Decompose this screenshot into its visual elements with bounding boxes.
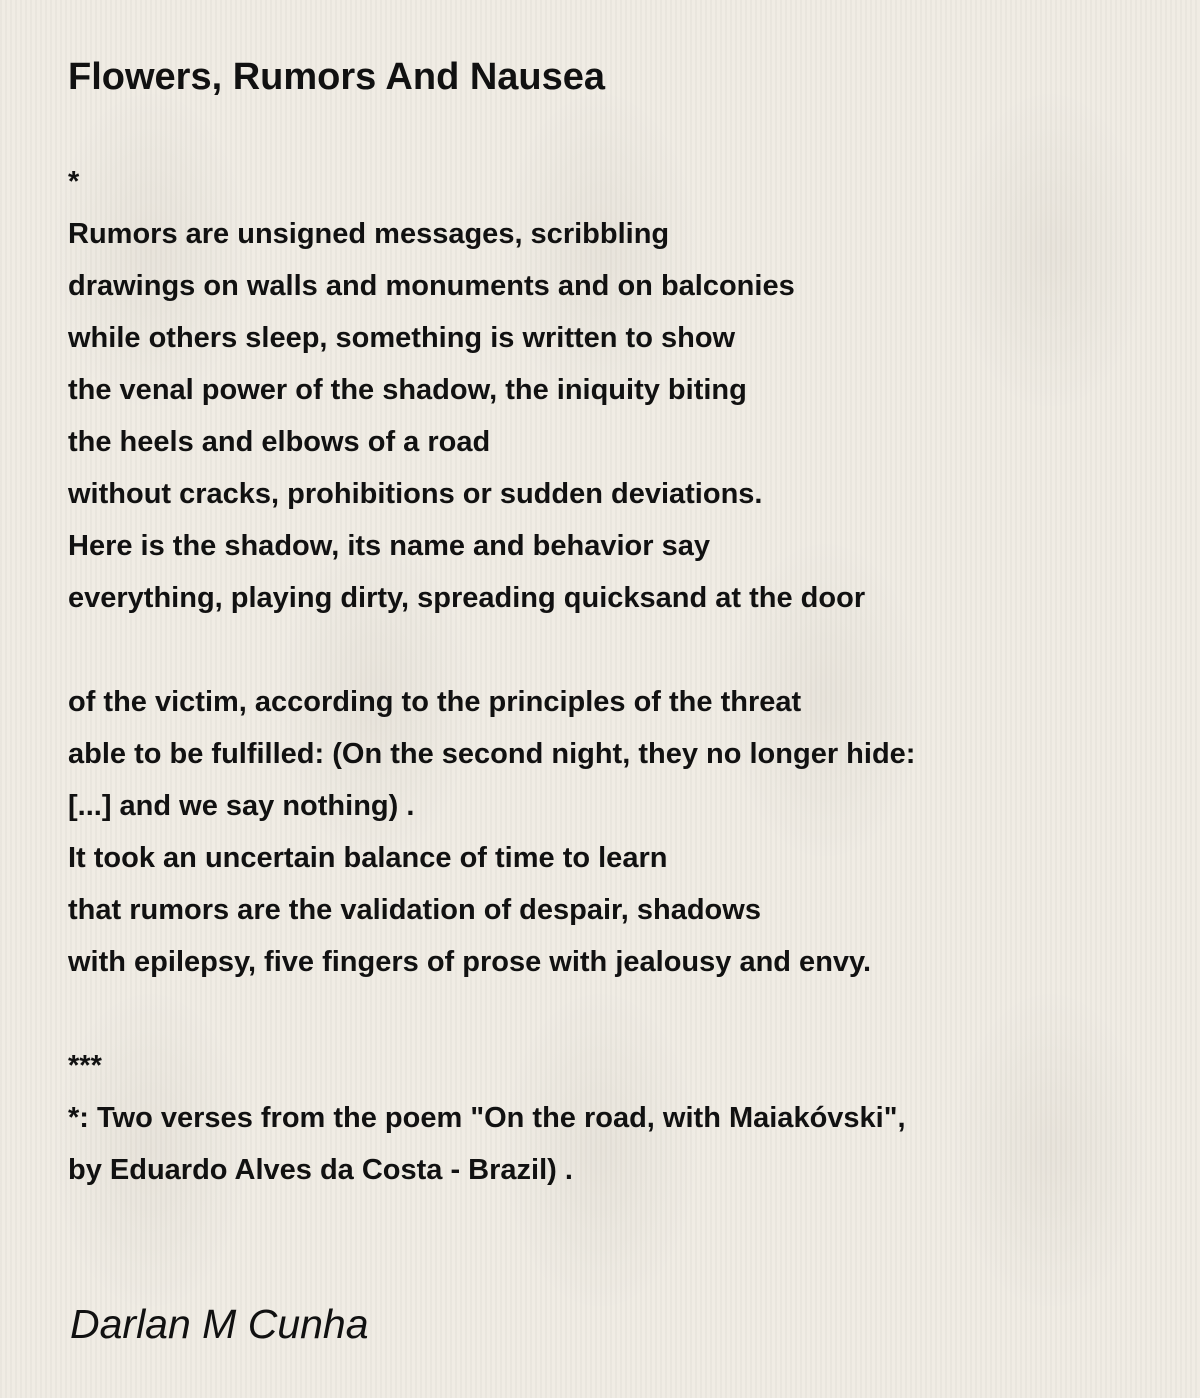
- poem-line: by Eduardo Alves da Costa - Brazil) .: [68, 1154, 573, 1186]
- poem-line: of the victim, according to the principles of the threat: [68, 686, 802, 718]
- poem-line: ***: [68, 1050, 102, 1082]
- poem-line: everything, playing dirty, spreading quicksand at the door: [68, 582, 866, 614]
- poem-line: Rumors are unsigned messages, scribbling: [68, 218, 670, 250]
- poem-line: It took an uncertain balance of time to learn: [68, 842, 668, 874]
- poem-line: *: [68, 166, 80, 198]
- poem-line: with epilepsy, five fingers of prose with jealousy and envy.: [68, 946, 872, 978]
- poem-title: Flowers, Rumors And Nausea: [68, 56, 606, 98]
- poem-line: without cracks, prohibitions or sudden deviations.: [68, 478, 763, 510]
- poem-author: Darlan M Cunha: [70, 1301, 369, 1347]
- poem-line: that rumors are the validation of despair, shadows: [68, 894, 761, 926]
- poem-line: while others sleep, something is written to show: [68, 322, 736, 354]
- stanza-break: [68, 988, 1158, 1040]
- poem-line: the heels and elbows of a road: [68, 426, 491, 458]
- poem-line: drawings on walls and monuments and on balconies: [68, 270, 795, 302]
- poem-line: the venal power of the shadow, the iniquity biting: [68, 374, 747, 406]
- poem-body: [68, 156, 1158, 1196]
- poem-line: *: Two verses from the poem "On the road, with Maiakóvski",: [68, 1102, 906, 1134]
- poem-page: [68, 54, 1158, 1196]
- poem-line: Here is the shadow, its name and behavior say: [68, 530, 710, 562]
- stanza-break: [68, 624, 1158, 676]
- poem-line: [...] and we say nothing) .: [68, 790, 415, 822]
- poem-line: able to be fulfilled: (On the second night, they no longer hide:: [68, 738, 916, 770]
